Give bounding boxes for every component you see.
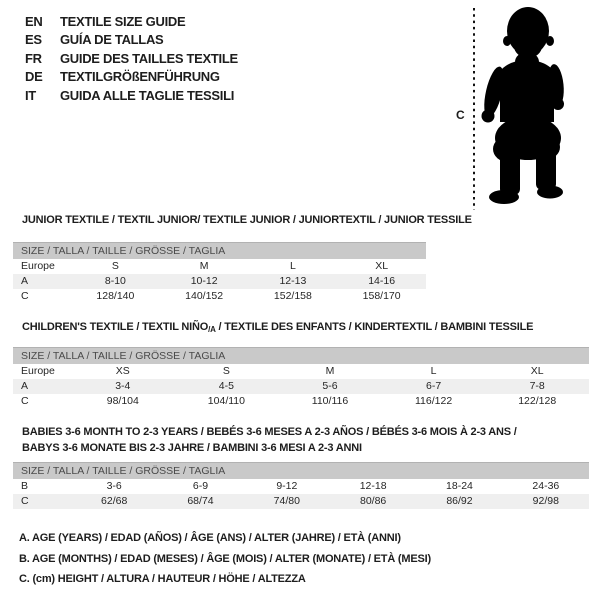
size-value-cell: L [430, 365, 437, 377]
size-value-cell: 3-6 [106, 480, 122, 492]
size-value-cell: 158/170 [362, 290, 401, 302]
section-title-babies-line2: BABYS 3-6 MONATE BIS 2-3 JAHRE / BAMBINI 3-6 MESI A 2-3 ANNI [22, 442, 362, 454]
baby-silhouette [450, 0, 600, 220]
section-title-children-sub: /A [208, 325, 216, 334]
size-value-cell: 110/116 [311, 395, 349, 407]
size-value-cell: 5-6 [322, 380, 338, 392]
size-header-bar: SIZE / TALLA / TAILLE / GRÖSSE / TAGLIA [13, 462, 589, 479]
row-label-cell: C [21, 495, 29, 507]
size-value-cell: 14-16 [368, 275, 396, 287]
lang-code: ES [25, 32, 42, 48]
section-title-junior: JUNIOR TEXTILE / TEXTIL JUNIOR/ TEXTILE JUNIOR / JUNIORTEXTIL / JUNIOR TESSILE [22, 214, 472, 226]
page-title-it: GUIDA ALLE TAGLIE TESSILI [60, 87, 235, 103]
section-title-children-prefix: CHILDREN'S TEXTILE / TEXTIL NIÑO [22, 321, 209, 333]
size-value-cell: 86/92 [446, 495, 473, 507]
lang-row-en [25, 13, 238, 31]
size-value-cell: XL [375, 260, 389, 272]
row-label-cell: C [21, 290, 29, 302]
row-label-cell: C [21, 395, 29, 407]
page-title-es: GUÍA DE TALLAS [60, 32, 164, 48]
lang-row-fr [25, 50, 238, 68]
size-value-cell: 92/98 [532, 495, 559, 507]
table-row [13, 259, 426, 274]
children-size-table [13, 364, 589, 409]
footnote-height-cm: C. (cm) HEIGHT / ALTURA / HAUTEUR / HÖHE / ALTEZZA [19, 573, 306, 585]
size-value-cell: 104/110 [207, 395, 245, 407]
lang-row-de [25, 68, 238, 86]
page-title: TEXTILE SIZE GUIDE [60, 14, 186, 29]
table-row [13, 289, 426, 304]
size-value-cell: 18-24 [446, 480, 473, 492]
size-value-cell: 122/128 [518, 395, 557, 407]
size-value-cell: M [325, 365, 335, 377]
row-label-cell: Europe [21, 260, 55, 272]
row-label-cell: A [21, 275, 29, 287]
language-title-list [25, 13, 238, 105]
table-row [13, 379, 589, 394]
size-value-cell: S [222, 365, 230, 377]
page-title-de: TEXTILGRÖßENFÜHRUNG [60, 69, 220, 85]
size-value-cell: 6-7 [425, 380, 442, 392]
size-value-cell: 116/122 [414, 395, 453, 407]
section-title-children-suffix: / TEXTILE DES ENFANTS / KINDERTEXTIL / BAMBINI TESSILE [215, 321, 534, 333]
size-header-bar: SIZE / TALLA / TAILLE / GRÖSSE / TAGLIA [13, 347, 589, 364]
height-measure-label: C [456, 108, 465, 122]
children-size-table-block [13, 347, 589, 409]
size-value-cell: L [289, 260, 296, 272]
size-value-cell: 140/152 [185, 290, 224, 302]
lang-code: DE [25, 69, 43, 85]
size-value-cell: 98/104 [106, 395, 139, 407]
section-title-babies [22, 424, 517, 456]
size-value-cell: 68/74 [187, 495, 214, 507]
size-value-cell: 8-10 [104, 275, 126, 287]
lang-row-it [25, 87, 238, 105]
size-header-bar: SIZE / TALLA / TAILLE / GRÖSSE / TAGLIA [13, 242, 426, 259]
junior-size-table [13, 259, 426, 304]
size-value-cell: M [199, 260, 209, 272]
size-value-cell: XL [530, 365, 544, 377]
lang-code: FR [25, 50, 42, 66]
size-value-cell: 3-4 [115, 380, 131, 392]
babies-size-table [13, 479, 589, 509]
lang-code: IT [25, 87, 36, 103]
size-value-cell: 9-12 [276, 480, 298, 492]
size-value-cell: 24-36 [532, 480, 560, 492]
size-value-cell: 152/158 [273, 290, 312, 302]
row-label-cell: B [21, 480, 29, 492]
footnote-age-years: A. AGE (YEARS) / EDAD (AÑOS) / ÂGE (ANS) / ALTER (JAHRE) / ETÀ (ANNI) [19, 532, 401, 544]
size-value-cell: 128/140 [96, 290, 135, 302]
size-value-cell: 12-13 [279, 275, 307, 287]
row-label-cell: A [21, 380, 29, 392]
size-value-cell: 80/86 [360, 495, 387, 507]
size-value-cell: XS [115, 365, 130, 377]
babies-size-table-block [13, 462, 589, 509]
table-row [13, 479, 589, 494]
size-value-cell: 12-18 [359, 480, 387, 492]
lang-code: EN [25, 14, 43, 29]
lang-row-es [25, 31, 238, 49]
baby-silhouette-shape [480, 7, 565, 204]
footnote-age-months: B. AGE (MONTHS) / EDAD (MESES) / ÂGE (MOIS) / ALTER (MONATE) / ETÀ (MESI) [19, 552, 431, 565]
size-value-cell: S [111, 260, 119, 272]
section-title-babies-line1: BABIES 3-6 MONTH TO 2-3 YEARS / BEBÉS 3-6 MESES A 2-3 AÑOS / BÉBÉS 3-6 MOIS À 2-3 ANS / [22, 426, 517, 438]
size-value-cell: 6-9 [192, 480, 209, 492]
size-value-cell: 10-12 [190, 275, 218, 287]
size-value-cell: 7-8 [529, 380, 545, 392]
section-title-children [22, 319, 533, 338]
size-value-cell: 62/68 [101, 495, 128, 507]
page-title-fr: GUIDE DES TAILLES TEXTILE [60, 50, 238, 66]
row-label-cell: Europe [21, 365, 55, 377]
table-row [13, 394, 589, 409]
junior-size-table-block [13, 242, 426, 304]
table-row [13, 364, 589, 379]
size-value-cell: 74/80 [273, 495, 300, 507]
table-row [13, 274, 426, 289]
table-row [13, 494, 589, 509]
footnote-legend [19, 528, 431, 590]
size-value-cell: 4-5 [218, 380, 234, 392]
